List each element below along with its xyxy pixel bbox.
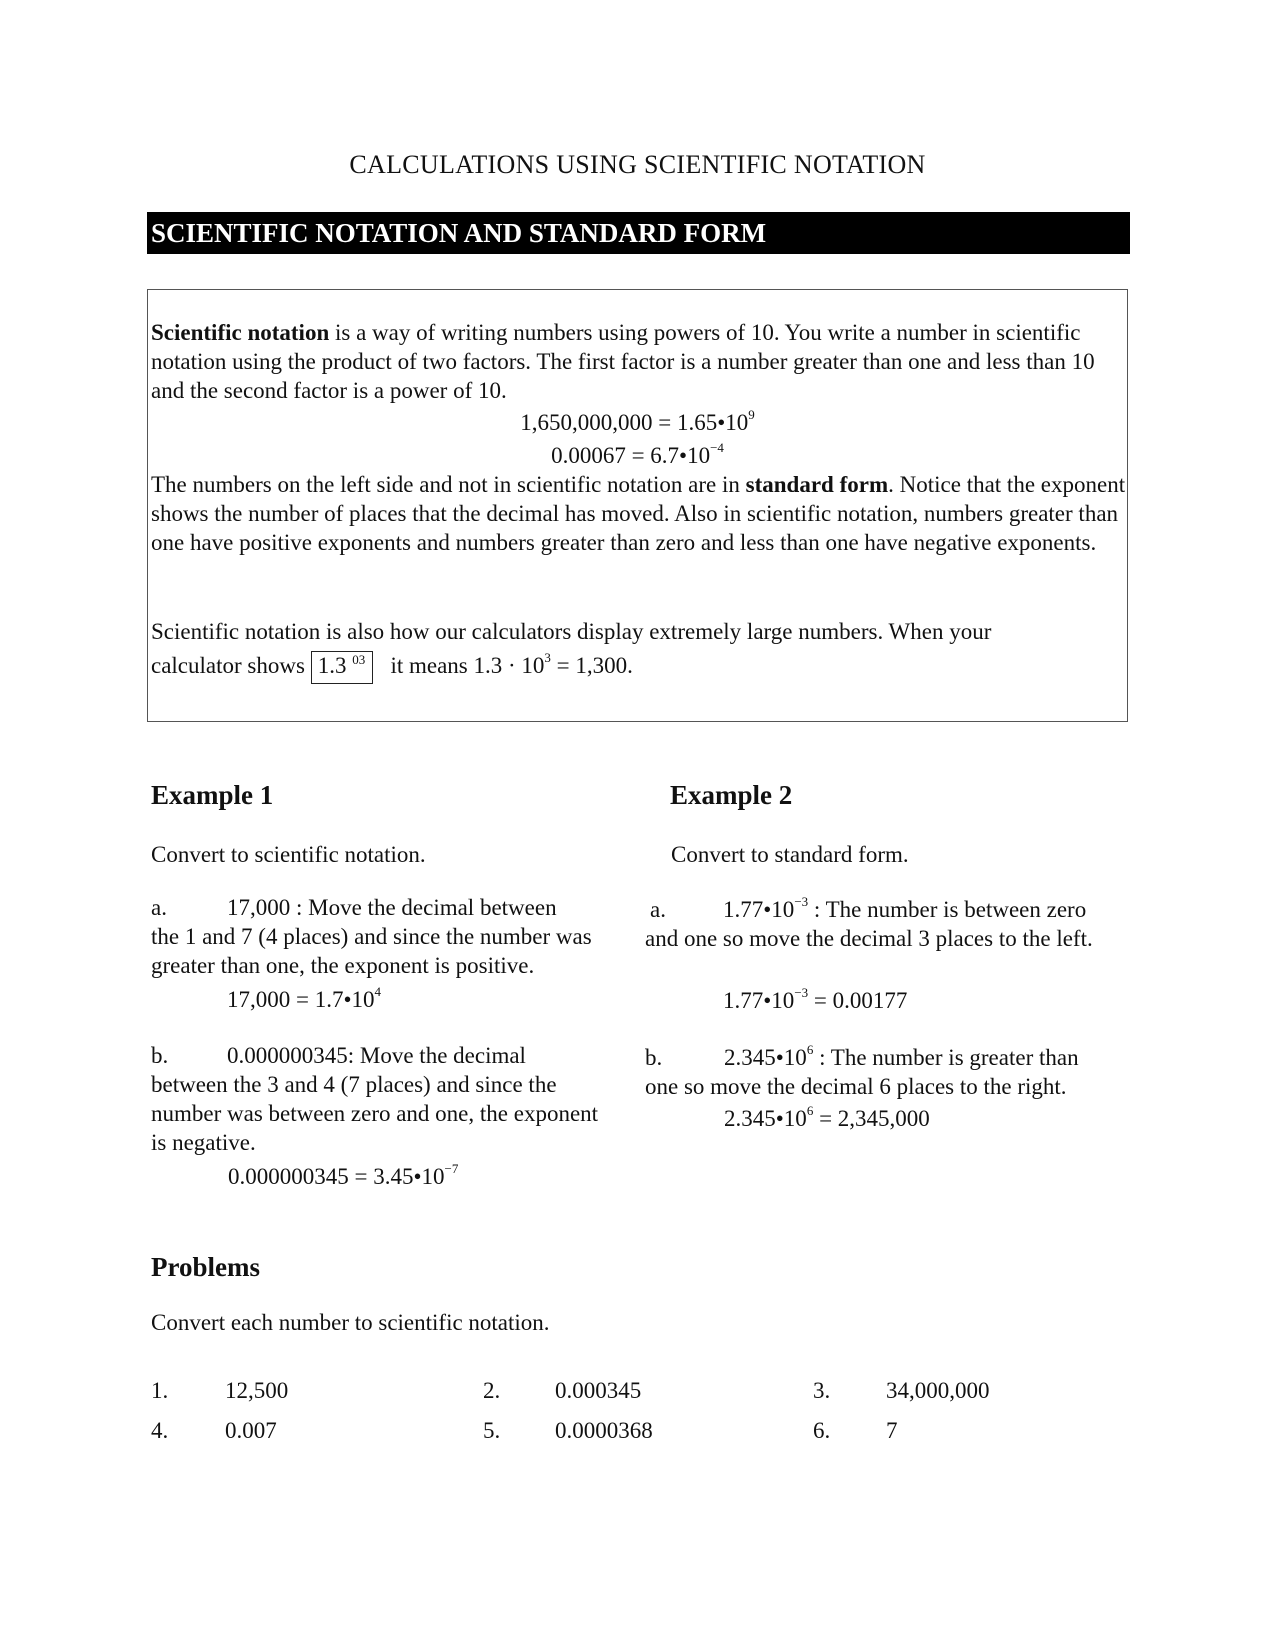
problems-instruction: Convert each number to scientific notation. bbox=[151, 1310, 550, 1335]
problems-heading: Problems bbox=[151, 1252, 260, 1282]
definition-intro-text: is a way of writing numbers using powers of 10. You write a number in scientific notation using the product of two factors. The first factor is a number greater than one and less than 10 and the second factor is a power of 10. bbox=[151, 320, 1095, 403]
term-standard-form: standard form bbox=[745, 472, 889, 497]
problem-value: 12,500 bbox=[225, 1378, 289, 1403]
example1-b-first-line: 0.000000345: Move the decimal bbox=[227, 1043, 526, 1068]
definition-intro bbox=[151, 318, 1126, 405]
calculator-paragraph: Scientific notation is also how our calculators display extremely large numbers. When your bbox=[151, 619, 992, 644]
example1-b-explanation: between the 3 and 4 (7 places) and since the number was between zero and one, the exponent is negative. bbox=[151, 1072, 599, 1155]
example2-b-label: b. bbox=[645, 1045, 663, 1070]
definition-standard-form: The numbers on the left side and not in scientific notation are in standard form. Notice that the exponent shows the number of places that the decimal has moved. Also in scientific notation, numbers greater than one have positive exponents and numbers greater than zero and less than one have negative exponents. bbox=[151, 472, 1126, 555]
example1-b-label: b. bbox=[151, 1043, 169, 1068]
example1-b-equation: $0.000000345 = 3.45•10^{-7}$ bbox=[228, 1161, 459, 1189]
calculator-example: calculator shows 1.3 $^{03}$ it means $1.3 \cdot 10^3 = 1,300$. bbox=[151, 650, 1126, 685]
problem-value: 34,000,000 bbox=[886, 1378, 990, 1403]
equation-small-number: $0.00067 = 6.7•10^{-4}$ bbox=[551, 440, 724, 468]
example2-heading: Example 2 bbox=[670, 780, 793, 810]
example1-a-first-line: 17,000 : Move the decimal between bbox=[227, 895, 557, 920]
problem-number: 6. bbox=[813, 1418, 831, 1443]
page-title: CALCULATIONS USING SCIENTIFIC NOTATION bbox=[349, 150, 926, 179]
problem-value: 7 bbox=[886, 1418, 898, 1443]
problem-number: 2. bbox=[483, 1378, 501, 1403]
problem-value: 0.000345 bbox=[555, 1378, 642, 1403]
example2-b-explanation: one so move the decimal 6 places to the right. bbox=[645, 1074, 1067, 1099]
example2-a-explanation: and one so move the decimal 3 places to the left. bbox=[645, 926, 1093, 951]
example1-a-label: a. bbox=[151, 895, 167, 920]
example1-instruction: Convert to scientific notation. bbox=[151, 842, 426, 867]
example2-b-equation: $2.345•10^6 = 2,345,000$ bbox=[724, 1103, 930, 1131]
example2-a-label: a. bbox=[650, 897, 666, 922]
example1-a-equation: $17,000 = 1.7•10^4$ bbox=[227, 984, 382, 1012]
problem-value: 0.0000368 bbox=[555, 1418, 653, 1443]
example2-instruction: Convert to standard form. bbox=[671, 842, 909, 867]
example1-a-explanation: the 1 and 7 (4 places) and since the number was greater than one, the exponent is positive. bbox=[151, 924, 592, 978]
problem-value: 0.007 bbox=[225, 1418, 277, 1443]
term-scientific-notation: Scientific notation bbox=[151, 320, 330, 345]
example2-b-first-line: $2.345•10^6$ : The number is greater than bbox=[724, 1042, 1079, 1070]
section-heading-bar bbox=[147, 212, 1130, 254]
equation-large-number: $1,650,000,000 = 1.65•10^9$ bbox=[520, 407, 755, 435]
example2-a-first-line: $1.77•10^{-3}$ : The number is between zero bbox=[723, 894, 1087, 922]
problem-number: 4. bbox=[151, 1418, 169, 1443]
section-heading: SCIENTIFIC NOTATION AND STANDARD FORM bbox=[151, 218, 767, 248]
calculator-display: 1.3 $^{03}$ bbox=[311, 651, 374, 684]
problem-number: 1. bbox=[151, 1378, 169, 1403]
problem-number: 5. bbox=[483, 1418, 501, 1443]
problem-number: 3. bbox=[813, 1378, 831, 1403]
example1-heading: Example 1 bbox=[151, 780, 274, 810]
example2-a-equation: $1.77•10^{-3} = 0.00177$ bbox=[723, 985, 908, 1013]
